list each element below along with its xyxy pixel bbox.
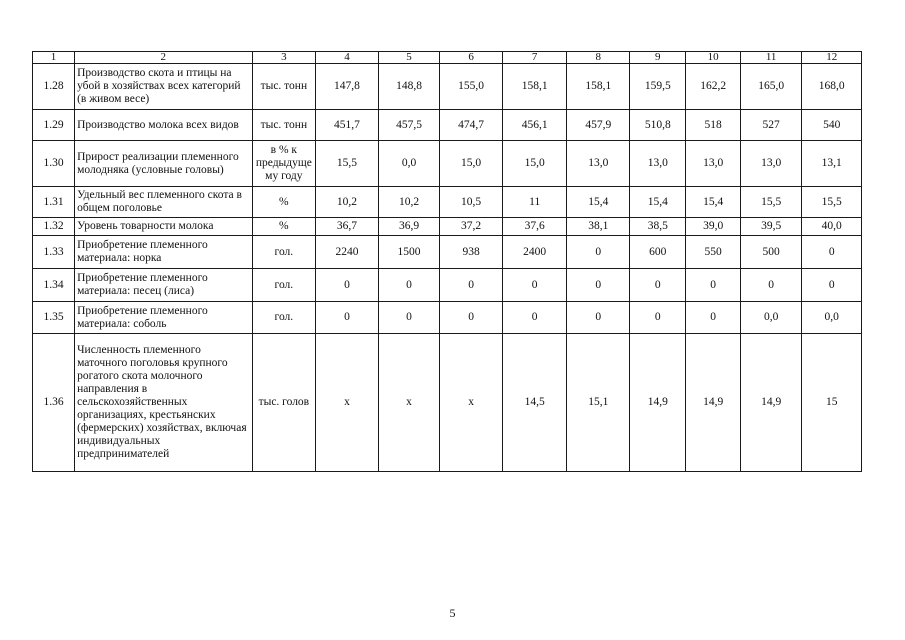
value-cell: 0 [567,302,630,334]
row-description: Прирост реализации племенного молодняка (условные головы) [75,141,252,187]
value-cell: 0 [802,236,862,269]
table-row [33,187,862,218]
value-cell: 38,1 [567,218,630,236]
row-description: Уровень товарности молока [75,218,252,236]
value-cell: 0 [630,269,686,302]
row-description: Приобретение племенного материала: соболь [75,302,252,334]
table-row [33,141,862,187]
row-unit: гол. [252,236,316,269]
value-cell: 159,5 [630,64,686,110]
value-cell: 15,0 [440,141,503,187]
value-cell: 457,9 [567,110,630,141]
row-description: Удельный вес племенного скота в общем поголовье [75,187,252,218]
value-cell: 40,0 [802,218,862,236]
value-cell: 0 [686,302,740,334]
table-row [33,110,862,141]
value-cell: 0,0 [378,141,440,187]
value-cell: 938 [440,236,503,269]
header-cell: 2 [75,52,252,64]
table-row [33,236,862,269]
row-number: 1.36 [33,334,75,472]
row-number: 1.32 [33,218,75,236]
value-cell: 14,9 [630,334,686,472]
value-cell: 14,9 [686,334,740,472]
table-row [33,269,862,302]
value-cell: 148,8 [378,64,440,110]
value-cell: 158,1 [502,64,567,110]
value-cell: 550 [686,236,740,269]
header-cell: 1 [33,52,75,64]
value-cell: 518 [686,110,740,141]
row-unit: гол. [252,269,316,302]
row-unit: % [252,218,316,236]
header-cell: 5 [378,52,440,64]
value-cell: 510,8 [630,110,686,141]
value-cell: 2240 [316,236,379,269]
header-cell: 7 [502,52,567,64]
row-number: 1.29 [33,110,75,141]
value-cell: 10,2 [378,187,440,218]
value-cell: 600 [630,236,686,269]
value-cell: 165,0 [740,64,802,110]
row-number: 1.31 [33,187,75,218]
value-cell: 15,0 [502,141,567,187]
value-cell: 38,5 [630,218,686,236]
value-cell: 0 [567,269,630,302]
value-cell: 39,5 [740,218,802,236]
row-number: 1.33 [33,236,75,269]
value-cell: 474,7 [440,110,503,141]
header-cell: 4 [316,52,379,64]
value-cell: 158,1 [567,64,630,110]
value-cell: 0 [440,302,503,334]
value-cell: 0 [378,269,440,302]
row-number: 1.34 [33,269,75,302]
value-cell: 13,1 [802,141,862,187]
row-number: 1.30 [33,141,75,187]
value-cell: 0 [567,236,630,269]
row-description: Приобретение племенного материала: песец (лиса) [75,269,252,302]
value-cell: 457,5 [378,110,440,141]
value-cell: 2400 [502,236,567,269]
row-number: 1.28 [33,64,75,110]
value-cell: 0 [316,302,379,334]
value-cell: 0 [316,269,379,302]
header-cell: 12 [802,52,862,64]
row-description: Производство скота и птицы на убой в хозяйствах всех категорий (в живом весе) [75,64,252,110]
value-cell: 15,4 [630,187,686,218]
value-cell: 15,5 [740,187,802,218]
header-cell: 9 [630,52,686,64]
row-description: Приобретение племенного материала: норка [75,236,252,269]
value-cell: 155,0 [440,64,503,110]
value-cell: 37,6 [502,218,567,236]
value-cell: 14,5 [502,334,567,472]
value-cell: 10,5 [440,187,503,218]
value-cell: 0 [630,302,686,334]
row-unit: тыс. тонн [252,110,316,141]
value-cell: х [378,334,440,472]
header-cell: 6 [440,52,503,64]
header-cell: 11 [740,52,802,64]
value-cell: 456,1 [502,110,567,141]
value-cell: 13,0 [567,141,630,187]
value-cell: 0,0 [740,302,802,334]
table-row [33,302,862,334]
value-cell: 36,9 [378,218,440,236]
table-row [33,64,862,110]
value-cell: 0 [802,269,862,302]
value-cell: 15,1 [567,334,630,472]
value-cell: 0 [440,269,503,302]
value-cell: 500 [740,236,802,269]
row-unit: % [252,187,316,218]
row-description: Численность племенного маточного поголовья крупного рогатого скота молочного направления в сельскохозяйственных организациях, крестьянских (фермерских) хозяйствах, включая индивидуальных предпринимателей [75,334,252,472]
value-cell: 36,7 [316,218,379,236]
value-cell: 15,4 [567,187,630,218]
value-cell: 0 [502,302,567,334]
table-header-row [33,52,862,64]
value-cell: 15,4 [686,187,740,218]
value-cell: 0 [686,269,740,302]
value-cell: х [440,334,503,472]
header-cell: 10 [686,52,740,64]
value-cell: 13,0 [630,141,686,187]
table-row [33,218,862,236]
value-cell: 37,2 [440,218,503,236]
value-cell: 11 [502,187,567,218]
value-cell: 527 [740,110,802,141]
value-cell: 540 [802,110,862,141]
value-cell: 15,5 [802,187,862,218]
value-cell: 13,0 [740,141,802,187]
indicators-table [32,51,862,472]
value-cell: 162,2 [686,64,740,110]
value-cell: 15,5 [316,141,379,187]
row-unit: в % к предыдуще му году [252,141,316,187]
value-cell: 0,0 [802,302,862,334]
value-cell: 10,2 [316,187,379,218]
value-cell: 0 [378,302,440,334]
row-unit: тыс. тонн [252,64,316,110]
value-cell: 451,7 [316,110,379,141]
value-cell: 147,8 [316,64,379,110]
row-unit: тыс. голов [252,334,316,472]
header-cell: 8 [567,52,630,64]
value-cell: х [316,334,379,472]
value-cell: 1500 [378,236,440,269]
value-cell: 13,0 [686,141,740,187]
value-cell: 0 [740,269,802,302]
value-cell: 168,0 [802,64,862,110]
value-cell: 0 [502,269,567,302]
value-cell: 15 [802,334,862,472]
table-row [33,334,862,472]
value-cell: 14,9 [740,334,802,472]
header-cell: 3 [252,52,316,64]
row-unit: гол. [252,302,316,334]
value-cell: 39,0 [686,218,740,236]
row-description: Производство молока всех видов [75,110,252,141]
page-number: 5 [449,606,456,620]
row-number: 1.35 [33,302,75,334]
